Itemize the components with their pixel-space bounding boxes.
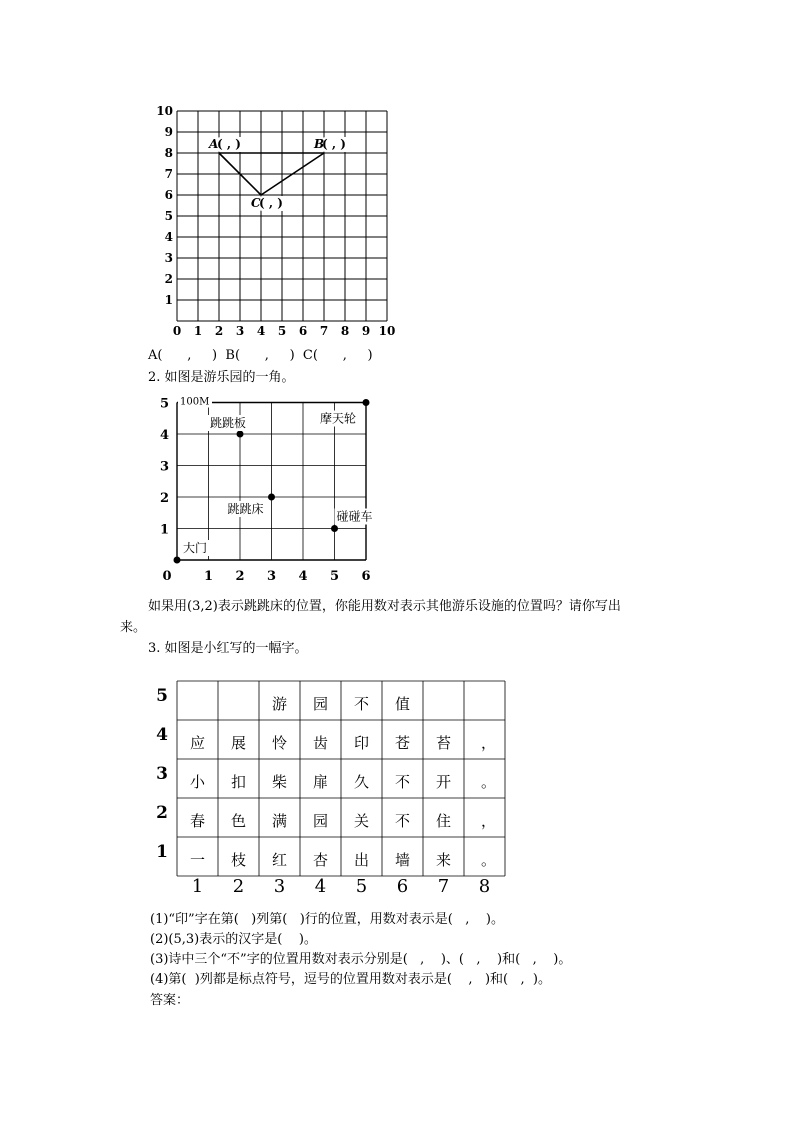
grid1-y-tick: 9 <box>164 125 173 139</box>
punctuation-cell: ， <box>480 734 497 752</box>
row-label: 3 <box>156 764 168 784</box>
question-2-heading <box>148 370 295 386</box>
column-label: 2 <box>232 876 245 895</box>
question-3-1 <box>150 912 504 928</box>
character-cell: 园 <box>312 695 329 713</box>
grid1-y-tick: 5 <box>164 209 173 223</box>
grid1-x-tick: 7 <box>319 324 329 338</box>
grid1-x-tick: 6 <box>298 324 308 338</box>
character-cell: 怜 <box>271 734 288 752</box>
character-cell: 不 <box>394 773 411 791</box>
column-label: 7 <box>437 876 450 895</box>
question-3-3-text: (3)诗中三个“不”字的位置用数对表示分别是( , )、( , )和( , )。 <box>150 952 572 967</box>
character-cell: 扣 <box>230 773 247 791</box>
question-3-4-text: (4)第( )列都是标点符号，逗号的位置用数对表示是( , )和( , )。 <box>150 972 551 987</box>
point-coordinate-blank: ( , ) <box>322 137 346 151</box>
character-cell: 小 <box>189 773 206 791</box>
point-coordinate-blank: ( , ) <box>259 196 283 210</box>
character-cell: 住 <box>435 812 452 830</box>
character-cell: 展 <box>230 734 247 752</box>
place-label: 跳跳床 <box>227 502 264 516</box>
place-label: 碰碰车 <box>336 509 373 524</box>
column-label: 3 <box>273 876 286 895</box>
grid2-x-tick: 1 <box>203 569 214 584</box>
character-cell: 游 <box>271 695 288 713</box>
row-label: 1 <box>156 842 168 862</box>
grid2-x-tick: 3 <box>266 569 277 584</box>
question-3-3 <box>150 952 571 968</box>
character-cell: 值 <box>394 695 411 713</box>
place-label: 跳跳板 <box>210 416 247 430</box>
column-label: 8 <box>478 876 491 895</box>
scale-label: 100M <box>180 396 210 408</box>
character-cell: 一 <box>189 851 206 869</box>
point-coordinate-blank: ( , ) <box>217 137 241 151</box>
character-cell: 春 <box>189 812 206 830</box>
grid1-x-tick: 10 <box>378 324 396 338</box>
character-cell: 扉 <box>312 773 329 791</box>
grid1-x-tick: 3 <box>235 324 245 338</box>
question-2-heading-text: 2. 如图是游乐园的一角。 <box>148 370 295 385</box>
grid2-x-tick: 6 <box>361 569 371 584</box>
question-3-4 <box>150 972 551 988</box>
answer-label-text: 答案： <box>150 993 190 1008</box>
question-3-2 <box>150 932 317 948</box>
calligraphy-grid <box>150 675 520 895</box>
place-point <box>174 557 181 564</box>
grid1-x-tick: 2 <box>214 324 224 338</box>
question-3-1-text: (1)“印”字在第( )列第( )行的位置，用数对表示是( , )。 <box>150 912 504 927</box>
grid1-x-tick: 9 <box>361 324 371 338</box>
place-label: 摩天轮 <box>320 411 357 426</box>
grid2-x-tick: 4 <box>298 569 308 584</box>
question-3-2-text: (2)(5,3)表示的汉字是( )。 <box>150 932 317 947</box>
character-cell: 园 <box>312 812 329 830</box>
character-cell: 齿 <box>312 734 329 752</box>
grid2-x-tick: 0 <box>162 569 172 584</box>
grid2-y-tick: 1 <box>159 522 169 538</box>
grid1-x-tick: 5 <box>277 324 287 338</box>
character-cell: 苔 <box>435 734 452 752</box>
grid1-x-tick: 0 <box>172 324 182 338</box>
grid1-x-tick: 8 <box>340 324 350 338</box>
punctuation-cell: 。 <box>480 851 497 869</box>
grid1-y-tick: 10 <box>156 104 173 118</box>
grid1-y-tick: 8 <box>164 146 173 160</box>
character-cell: 枝 <box>230 851 247 869</box>
grid1-y-tick: 3 <box>164 251 173 265</box>
character-cell: 关 <box>353 812 370 830</box>
grid2-y-tick: 3 <box>159 459 169 475</box>
character-cell: 色 <box>230 812 247 830</box>
grid2-x-tick: 2 <box>235 569 245 584</box>
point-a-label: A <box>209 137 219 151</box>
column-label: 1 <box>191 876 204 895</box>
place-point <box>237 431 244 438</box>
grid1-y-tick: 2 <box>164 272 173 286</box>
grid1-x-tick: 1 <box>193 324 203 338</box>
column-label: 5 <box>355 876 368 895</box>
question-2-text-line2 <box>120 620 146 636</box>
character-cell: 不 <box>394 812 411 830</box>
answer-line-abc-text: A( , ) B( , ) C( , ) <box>148 348 373 363</box>
question-2-line1: 如果用(3,2)表示跳跳床的位置，你能用数对表示其他游乐设施的位置吗？请你写出 <box>148 599 621 614</box>
place-point <box>363 399 370 406</box>
question-2-text-line1 <box>148 599 621 615</box>
row-label: 5 <box>156 686 168 706</box>
grid1-y-tick: 1 <box>164 293 173 307</box>
grid1-x-tick: 4 <box>256 324 266 338</box>
punctuation-cell: 。 <box>480 773 497 791</box>
character-cell: 应 <box>189 734 206 752</box>
column-label: 6 <box>396 876 409 895</box>
question-3-heading <box>148 641 308 657</box>
character-cell: 杏 <box>312 851 329 869</box>
character-cell: 苍 <box>394 734 411 752</box>
character-cell: 久 <box>353 773 370 791</box>
question-2-line2: 来。 <box>120 620 147 635</box>
character-cell: 墙 <box>394 851 411 869</box>
character-cell: 开 <box>435 773 452 791</box>
row-label: 4 <box>156 725 168 745</box>
column-label: 4 <box>314 876 327 895</box>
character-cell: 出 <box>353 851 370 869</box>
grid1-y-tick: 6 <box>164 188 173 202</box>
amusement-park-grid <box>155 392 395 587</box>
grid2-x-tick: 5 <box>329 569 340 584</box>
grid1-y-tick: 7 <box>164 167 173 181</box>
point-c-label: C <box>251 196 261 210</box>
place-label: 大门 <box>183 541 208 555</box>
character-cell: 满 <box>271 812 288 830</box>
character-cell: 来 <box>435 851 452 869</box>
punctuation-cell: ， <box>480 812 497 830</box>
grid2-y-tick: 4 <box>159 428 169 443</box>
character-cell: 红 <box>271 851 288 869</box>
point-b-label: B <box>314 137 325 151</box>
character-cell: 不 <box>353 695 370 713</box>
grid2-y-tick: 2 <box>159 491 169 506</box>
place-point <box>268 494 275 501</box>
answer-label <box>150 993 189 1009</box>
character-cell: 印 <box>353 734 370 752</box>
coordinate-grid-1 <box>140 100 410 345</box>
grid1-y-tick: 4 <box>164 230 173 244</box>
row-label: 2 <box>156 803 168 823</box>
grid2-y-tick: 5 <box>159 396 169 412</box>
place-point <box>331 525 338 532</box>
question-3-heading-text: 3. 如图是小红写的一幅字。 <box>148 641 308 656</box>
answer-line-abc <box>148 348 373 364</box>
character-cell: 柴 <box>271 773 288 791</box>
